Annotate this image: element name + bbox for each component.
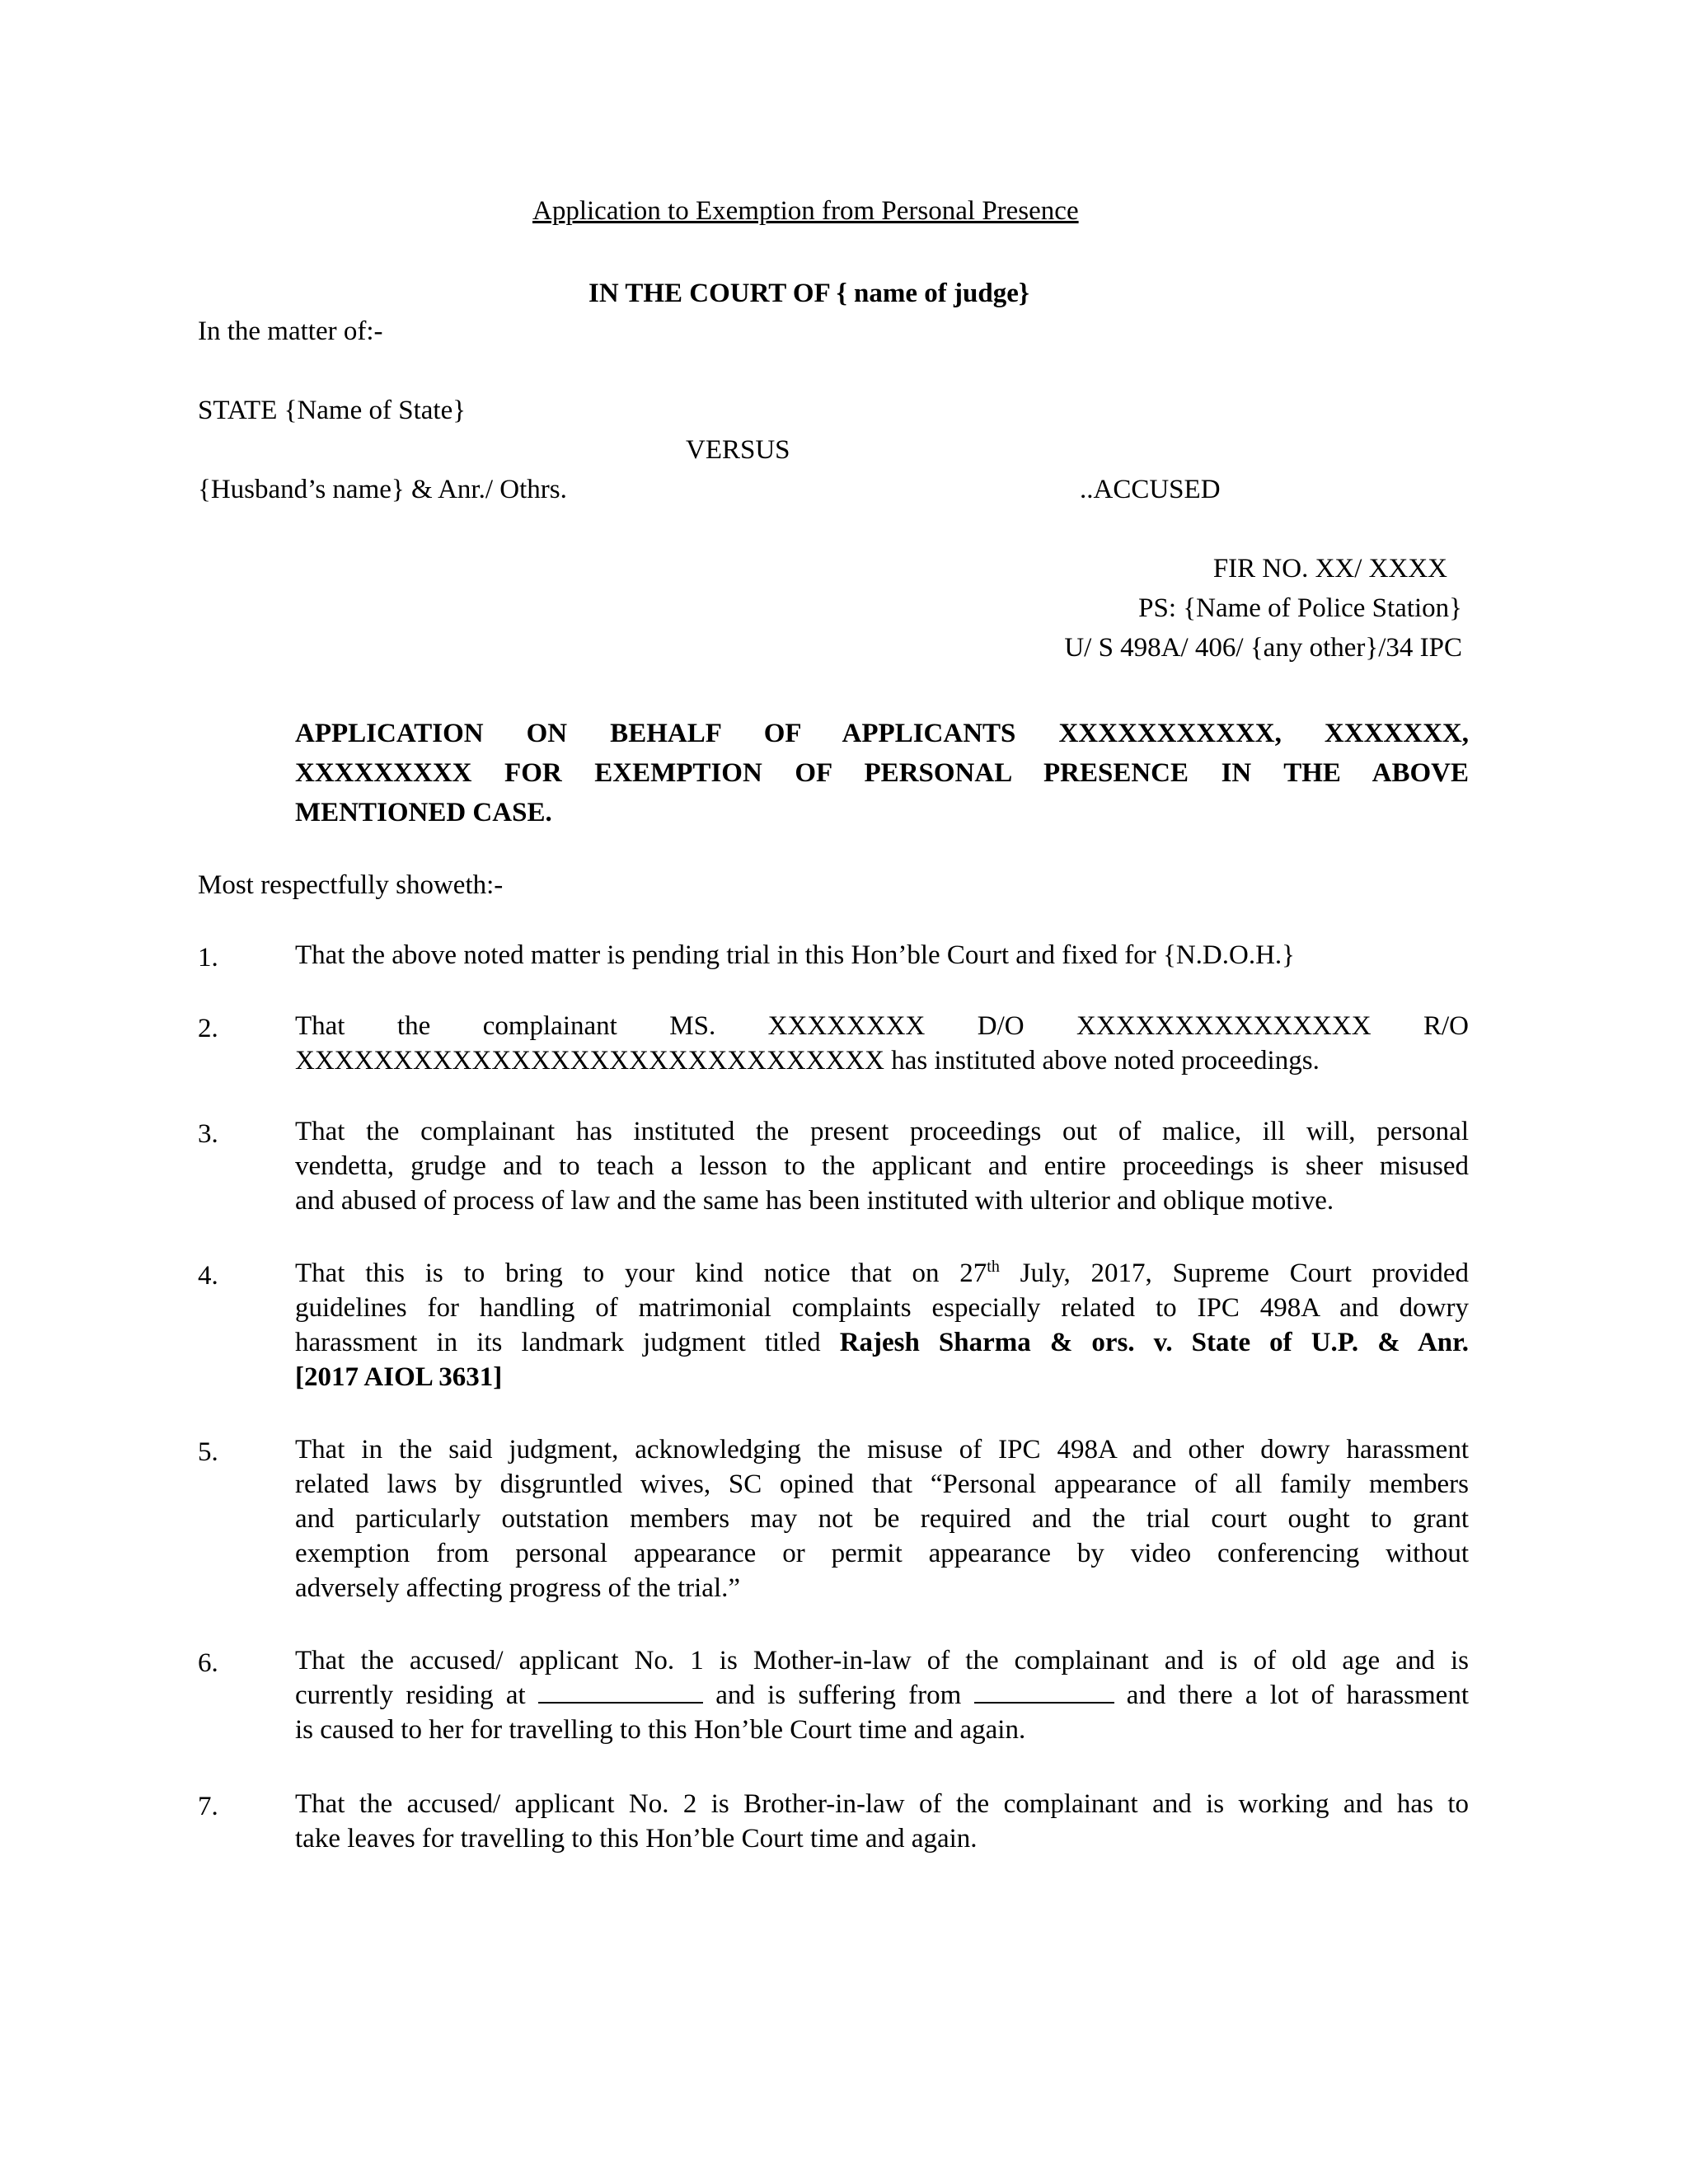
paragraph-number: 6. xyxy=(198,1648,218,1678)
police-station: PS: {Name of Police Station} xyxy=(1138,593,1462,623)
paragraph-7 xyxy=(295,1787,1469,1856)
paragraph-3 xyxy=(295,1114,1469,1218)
paragraph-line-part: harassment in its landmark judgment titled xyxy=(295,1328,840,1357)
paragraph-line: guidelines for handling of matrimonial complaints especially related to IPC 498A and dowry xyxy=(295,1293,1469,1323)
paragraph-4 xyxy=(295,1256,1469,1394)
paragraph-number: 3. xyxy=(198,1119,218,1149)
ordinal-suffix: th xyxy=(987,1258,1000,1276)
paragraph-line-part: and there a lot of harassment xyxy=(1114,1680,1469,1710)
paragraph-line: take leaves for travelling to this Hon’ble Court time and again. xyxy=(295,1824,978,1854)
paragraph-number: 5. xyxy=(198,1437,218,1467)
paragraph-line xyxy=(295,1325,1469,1360)
court-heading: IN THE COURT OF { name of judge} xyxy=(588,279,1029,308)
paragraph-number: 1. xyxy=(198,943,218,972)
paragraph-line: That the complainant MS. XXXXXXXX D/O XXXXXXXXXXXXXXX R/O xyxy=(295,1011,1469,1041)
application-heading xyxy=(295,714,1469,832)
paragraph-line: That the above noted matter is pending trial in this Hon’ble Court and fixed for {N.D.O.H.} xyxy=(295,940,1295,970)
paragraph-1 xyxy=(295,938,1469,972)
paragraph-number: 7. xyxy=(198,1792,218,1821)
matter-label: In the matter of:- xyxy=(198,316,383,346)
paragraph-line: That the complainant has instituted the present proceedings out of malice, ill will, personal xyxy=(295,1117,1469,1146)
paragraph-line xyxy=(295,1678,1469,1713)
paragraph-5 xyxy=(295,1432,1469,1605)
accused-label: ..ACCUSED xyxy=(1080,475,1221,504)
paragraph-2 xyxy=(295,1009,1469,1078)
paragraph-line: and abused of process of law and the same has been instituted with ulterior and oblique motive. xyxy=(295,1186,1334,1216)
paragraph-line: adversely affecting progress of the trial.” xyxy=(295,1573,741,1603)
paragraph-number: 4. xyxy=(198,1261,218,1291)
application-heading-line: XXXXXXXXX FOR EXEMPTION OF PERSONAL PRESENCE IN THE ABOVE xyxy=(295,758,1469,788)
versus-label: VERSUS xyxy=(686,435,790,465)
paragraph-number: 2. xyxy=(198,1014,218,1043)
state-party: STATE {Name of State} xyxy=(198,396,467,425)
case-citation-title: Rajesh Sharma & ors. v. State of U.P. & Anr. xyxy=(839,1328,1469,1357)
application-heading-line: APPLICATION ON BEHALF OF APPLICANTS XXXXXXXXXXX, XXXXXXX, xyxy=(295,719,1469,748)
paragraph-line: That the accused/ applicant No. 1 is Mother-in-law of the complainant and is of old age and is xyxy=(295,1646,1469,1675)
paragraph-line-part: currently residing at xyxy=(295,1680,538,1710)
paragraph-line: That the accused/ applicant No. 2 is Brother-in-law of the complainant and is working and has to xyxy=(295,1789,1469,1819)
residence-blank[interactable] xyxy=(538,1680,703,1704)
paragraph-line: exemption from personal appearance or permit appearance by video conferencing without xyxy=(295,1539,1469,1568)
document-title: Application to Exemption from Personal Presence xyxy=(532,196,1079,226)
paragraph-line xyxy=(295,1256,1469,1291)
paragraph-line: That in the said judgment, acknowledging the misuse of IPC 498A and other dowry harassment xyxy=(295,1435,1469,1465)
showeth-line: Most respectfully showeth:- xyxy=(198,870,504,900)
fir-number: FIR NO. XX/ XXXX xyxy=(1212,554,1447,583)
application-heading-line: MENTIONED CASE. xyxy=(295,798,552,827)
paragraph-line-part: July, 2017, Supreme Court provided xyxy=(999,1258,1469,1288)
ipc-sections: U/ S 498A/ 406/ {any other}/34 IPC xyxy=(1064,633,1462,663)
paragraph-line: is caused to her for travelling to this Hon’ble Court time and again. xyxy=(295,1715,1026,1745)
paragraph-line-part: and is suffering from xyxy=(702,1680,974,1710)
accused-names: {Husband’s name} & Anr./ Othrs. xyxy=(198,475,567,504)
paragraph-line-part: That this is to bring to your kind notice that on 27 xyxy=(295,1258,987,1288)
paragraph-line: vendetta, grudge and to teach a lesson to the applicant and entire proceedings is sheer misused xyxy=(295,1151,1469,1181)
illness-blank[interactable] xyxy=(974,1680,1114,1704)
case-citation-number: [2017 AIOL 3631] xyxy=(295,1362,503,1392)
paragraph-6 xyxy=(295,1643,1469,1747)
paragraph-line: related laws by disgruntled wives, SC opined that “Personal appearance of all family members xyxy=(295,1469,1469,1499)
paragraph-line: XXXXXXXXXXXXXXXXXXXXXXXXXXXXXX has instituted above noted proceedings. xyxy=(295,1046,1320,1076)
paragraph-line: and particularly outstation members may not be required and the trial court ought to grant xyxy=(295,1504,1469,1534)
